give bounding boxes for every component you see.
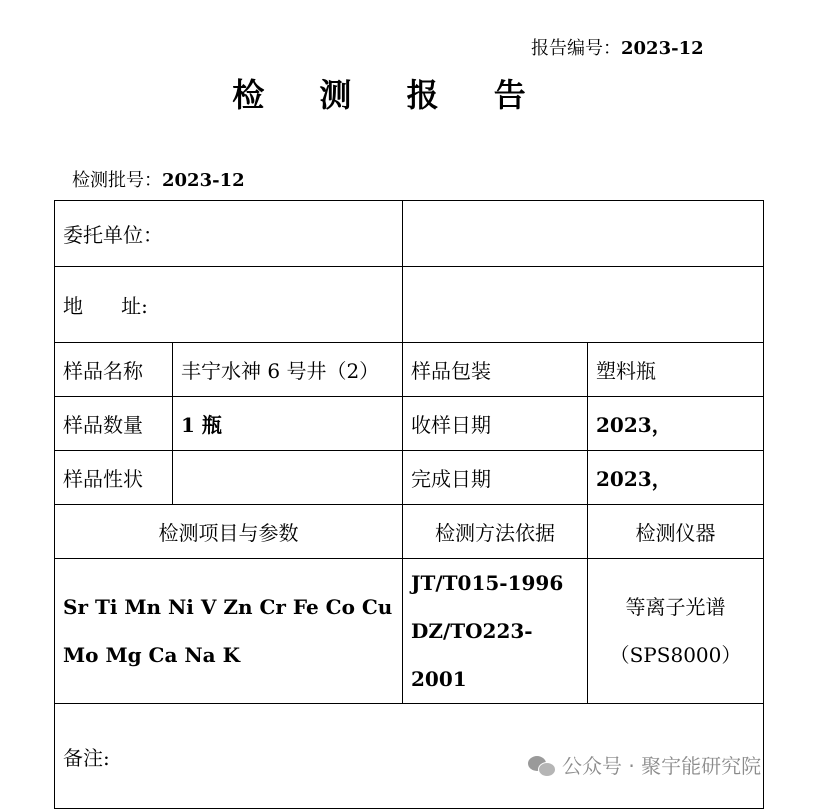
complete-date-value: 2023， <box>588 451 764 505</box>
test-instrument-line: 等离子光谱 <box>625 595 726 619</box>
sample-state-row <box>55 451 764 505</box>
sample-package-value: 塑料瓶 <box>588 343 764 397</box>
sample-name-value: 丰宁水神 6 号井（2） <box>173 343 403 397</box>
wechat-icon <box>528 754 556 776</box>
client-value <box>403 201 764 267</box>
batch-number-value: 2023-12 <box>162 170 245 191</box>
remark-label: 备注: <box>55 704 764 809</box>
test-method-cell <box>403 559 588 704</box>
sample-qty-value: 1 瓶 <box>173 397 403 451</box>
sample-package-label: 样品包装 <box>403 343 588 397</box>
report-number-label: 报告编号： <box>531 38 621 59</box>
receive-date-label: 收样日期 <box>403 397 588 451</box>
test-method-line: JT/T015-1996 <box>411 571 564 595</box>
client-label: 委托单位： <box>55 201 403 267</box>
sample-state-label: 样品性状 <box>55 451 173 505</box>
batch-number <box>72 166 245 192</box>
receive-date-value: 2023， <box>588 397 764 451</box>
report-number-value: 2023-12 <box>621 38 704 59</box>
test-items-line: Mo Mg Ca Na K <box>63 643 240 667</box>
sample-state-value <box>173 451 403 505</box>
client-row <box>55 201 764 267</box>
sample-name-label: 样品名称 <box>55 343 173 397</box>
page-title: 检 测 报 告 <box>232 76 548 114</box>
test-body-row <box>55 559 764 704</box>
report-number <box>531 34 704 60</box>
col-method-header: 检测方法依据 <box>403 505 588 559</box>
complete-date-label: 完成日期 <box>403 451 588 505</box>
address-value <box>403 267 764 343</box>
address-row <box>55 267 764 343</box>
test-method-line: DZ/TO223-2001 <box>411 619 533 691</box>
report-table <box>54 200 764 809</box>
sample-name-row <box>55 343 764 397</box>
col-items-header: 检测项目与参数 <box>55 505 403 559</box>
sample-qty-row <box>55 397 764 451</box>
test-instrument-cell <box>588 559 764 704</box>
test-items-line: Sr Ti Mn Ni V Zn Cr Fe Co Cu <box>63 595 393 619</box>
col-instrument-header: 检测仪器 <box>588 505 764 559</box>
test-header-row <box>55 505 764 559</box>
test-items-cell <box>55 559 403 704</box>
watermark <box>528 750 761 779</box>
test-instrument-line: （SPS8000） <box>609 643 742 667</box>
watermark-text: 公众号 · 聚宇能研究院 <box>562 754 762 778</box>
sample-qty-label: 样品数量 <box>55 397 173 451</box>
address-label: 地 址: <box>55 267 403 343</box>
batch-number-label: 检测批号： <box>72 170 162 191</box>
